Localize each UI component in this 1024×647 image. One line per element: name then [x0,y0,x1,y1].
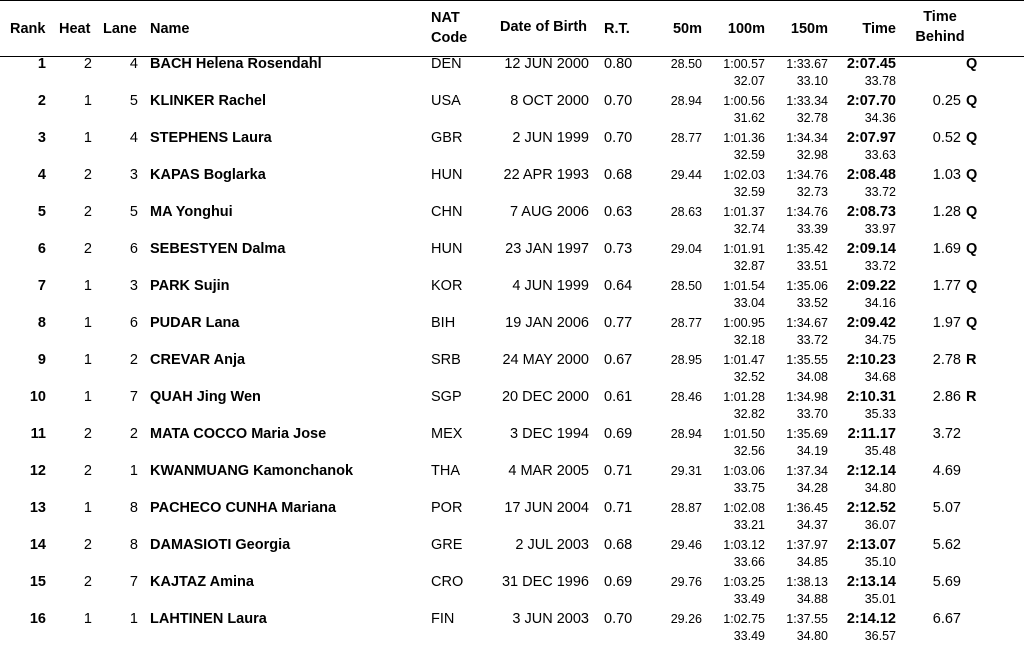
cell-reaction-time: 0.61 [604,389,633,405]
cell-name: KLINKER Rachel [150,93,267,109]
cell-split-150m: 1:34.34 [786,131,828,145]
cell-qualification-mark: Q [966,204,978,220]
cell-final-time: 2:08.48 [846,167,896,183]
cell-time-behind: 5.07 [932,500,961,516]
cell-rank: 2 [37,93,46,109]
cell-lane: 1 [129,463,138,479]
cell-heat: 2 [83,167,92,183]
cell-split-50m: 28.46 [670,390,702,404]
cell-qualification-mark: Q [966,278,978,294]
cell-heat: 1 [83,315,92,331]
cell-lap-150m: 32.73 [796,185,828,199]
cell-time-behind: 5.69 [932,574,961,590]
cell-rank: 7 [37,278,46,294]
cell-split-100m: 1:00.57 [723,57,765,71]
cell-nat-code: CRO [431,574,464,590]
cell-split-150m: 1:35.06 [786,279,828,293]
cell-qualification-mark: Q [966,315,978,331]
cell-lap-200m: 36.07 [864,518,896,532]
cell-reaction-time: 0.73 [604,241,633,257]
cell-reaction-time: 0.69 [604,426,633,442]
cell-lane: 3 [129,278,138,294]
cell-final-time: 2:07.97 [846,130,896,146]
cell-time-behind: 1.97 [932,315,961,331]
cell-lane: 6 [129,241,138,257]
cell-nat-code: BIH [431,315,456,331]
cell-time-behind: 0.25 [932,93,961,109]
cell-time-behind: 4.69 [932,463,961,479]
cell-split-50m: 29.26 [670,612,702,626]
cell-date-of-birth: 2 JUN 1999 [512,130,589,146]
header-rt: R.T. [604,21,630,37]
cell-split-100m: 1:02.75 [723,612,765,626]
cell-date-of-birth: 20 DEC 2000 [501,389,589,405]
cell-final-time: 2:12.14 [846,463,896,479]
cell-nat-code: THA [431,463,460,479]
header-behind-line2: Behind [915,29,965,45]
cell-lap-200m: 35.33 [864,407,896,421]
cell-qualification-mark: Q [966,241,978,257]
cell-name: SEBESTYEN Dalma [150,241,286,257]
cell-split-50m: 29.46 [670,538,702,552]
cell-time-behind: 1.77 [932,278,961,294]
cell-reaction-time: 0.63 [604,204,633,220]
cell-final-time: 2:09.42 [846,315,896,331]
cell-split-50m: 28.50 [670,279,702,293]
cell-lap-200m: 34.75 [864,333,896,347]
header-heat: Heat [59,21,91,37]
cell-heat: 1 [83,93,92,109]
table-row [0,166,1024,203]
cell-lap-150m: 34.28 [796,481,828,495]
cell-name: LAHTINEN Laura [150,611,267,627]
cell-heat: 2 [83,463,92,479]
cell-date-of-birth: 8 OCT 2000 [510,93,589,109]
cell-name: KAJTAZ Amina [150,574,254,590]
table-row [0,351,1024,388]
cell-heat: 1 [83,500,92,516]
cell-final-time: 2:13.07 [846,537,896,553]
cell-lap-100m: 32.07 [733,74,765,88]
cell-lane: 7 [129,574,138,590]
cell-final-time: 2:07.45 [846,56,896,72]
cell-split-150m: 1:37.55 [786,612,828,626]
cell-split-50m: 28.77 [670,131,702,145]
cell-lane: 8 [129,537,138,553]
header-nat-line2: Code [431,30,468,46]
cell-split-150m: 1:37.34 [786,464,828,478]
cell-lap-200m: 34.68 [864,370,896,384]
cell-rank: 14 [29,537,46,553]
cell-qualification-mark: Q [966,56,978,72]
cell-reaction-time: 0.68 [604,167,633,183]
cell-lap-100m: 33.04 [733,296,765,310]
cell-time-behind: 6.67 [932,611,961,627]
cell-final-time: 2:09.22 [846,278,896,294]
cell-lap-200m: 33.97 [864,222,896,236]
cell-split-150m: 1:33.67 [786,57,828,71]
cell-heat: 1 [83,389,92,405]
cell-lap-200m: 33.72 [864,259,896,273]
cell-split-50m: 29.31 [670,464,702,478]
cell-split-100m: 1:03.12 [723,538,765,552]
cell-lane: 4 [129,56,138,72]
cell-rank: 16 [29,611,46,627]
cell-lap-100m: 32.56 [733,444,765,458]
cell-name: PUDAR Lana [150,315,240,331]
header-time: Time [862,21,896,37]
cell-lap-150m: 33.39 [796,222,828,236]
cell-heat: 2 [83,426,92,442]
cell-rank: 12 [29,463,46,479]
cell-lane: 6 [129,315,138,331]
cell-lap-150m: 34.19 [796,444,828,458]
cell-lap-150m: 34.88 [796,592,828,606]
cell-lap-100m: 33.66 [733,555,765,569]
cell-heat: 2 [83,56,92,72]
cell-lap-100m: 32.87 [733,259,765,273]
header-100m: 100m [727,21,765,37]
cell-lap-200m: 34.16 [864,296,896,310]
cell-reaction-time: 0.77 [604,315,633,331]
cell-lane: 5 [129,204,138,220]
cell-time-behind: 2.86 [932,389,961,405]
cell-rank: 1 [37,56,46,72]
cell-heat: 2 [83,574,92,590]
cell-name: CREVAR Anja [150,352,246,368]
cell-qualification-mark: R [966,389,977,405]
cell-nat-code: CHN [431,204,463,220]
table-row [0,536,1024,573]
header-behind-line1: Time [923,9,957,25]
cell-split-100m: 1:03.06 [723,464,765,478]
cell-date-of-birth: 7 AUG 2006 [510,204,589,220]
cell-final-time: 2:10.31 [846,389,896,405]
cell-lap-100m: 32.59 [733,185,765,199]
cell-date-of-birth: 23 JAN 1997 [505,241,589,257]
cell-lap-200m: 33.72 [864,185,896,199]
header-dob: Date of Birth [500,19,587,35]
table-row [0,573,1024,610]
cell-heat: 1 [83,611,92,627]
cell-lap-100m: 32.18 [733,333,765,347]
cell-split-50m: 28.50 [670,57,702,71]
cell-final-time: 2:14.12 [846,611,896,627]
table-row [0,462,1024,499]
cell-lap-150m: 33.70 [796,407,828,421]
cell-lap-150m: 32.78 [796,111,828,125]
cell-heat: 1 [83,130,92,146]
cell-reaction-time: 0.70 [604,130,633,146]
cell-lane: 2 [129,426,138,442]
cell-date-of-birth: 3 JUN 2003 [512,611,589,627]
cell-split-50m: 28.95 [670,353,702,367]
cell-name: KAPAS Boglarka [150,167,266,183]
cell-lap-200m: 35.48 [864,444,896,458]
cell-lap-100m: 33.21 [733,518,765,532]
cell-rank: 4 [37,167,46,183]
cell-split-100m: 1:01.28 [723,390,765,404]
cell-nat-code: GBR [431,130,463,146]
cell-name: BACH Helena Rosendahl [150,56,322,72]
cell-split-50m: 29.76 [670,575,702,589]
cell-split-100m: 1:00.95 [723,316,765,330]
cell-final-time: 2:11.17 [847,426,896,442]
table-row [0,55,1024,92]
cell-heat: 1 [83,278,92,294]
cell-lap-200m: 33.63 [864,148,896,162]
cell-reaction-time: 0.68 [604,537,633,553]
cell-nat-code: FIN [431,611,455,627]
cell-lap-100m: 33.49 [733,629,765,643]
cell-final-time: 2:09.14 [846,241,896,257]
cell-lap-100m: 32.52 [733,370,765,384]
cell-split-100m: 1:01.47 [723,353,765,367]
cell-split-150m: 1:34.76 [786,168,828,182]
cell-split-150m: 1:36.45 [786,501,828,515]
table-row [0,499,1024,536]
cell-nat-code: DEN [431,56,462,72]
cell-name: DAMASIOTI Georgia [150,537,291,553]
cell-reaction-time: 0.71 [604,500,633,516]
cell-lane: 3 [129,167,138,183]
cell-lap-150m: 33.52 [796,296,828,310]
cell-rank: 6 [37,241,46,257]
cell-lap-200m: 35.10 [864,555,896,569]
cell-final-time: 2:08.73 [846,204,896,220]
table-row [0,277,1024,314]
cell-nat-code: SGP [431,389,462,405]
cell-nat-code: HUN [431,167,463,183]
cell-rank: 9 [37,352,46,368]
cell-name: PARK Sujin [150,278,230,294]
cell-split-50m: 28.87 [670,501,702,515]
cell-heat: 2 [83,204,92,220]
cell-split-100m: 1:03.25 [723,575,765,589]
cell-split-150m: 1:34.98 [786,390,828,404]
cell-lap-150m: 33.72 [796,333,828,347]
cell-qualification-mark: Q [966,167,978,183]
cell-lap-150m: 33.10 [796,74,828,88]
cell-date-of-birth: 12 JUN 2000 [504,56,589,72]
cell-lap-100m: 32.59 [733,148,765,162]
cell-final-time: 2:12.52 [846,500,896,516]
header-nat-line1: NAT [431,10,460,26]
cell-lap-200m: 35.01 [864,592,896,606]
cell-nat-code: GRE [431,537,463,553]
cell-split-100m: 1:02.03 [723,168,765,182]
cell-date-of-birth: 2 JUL 2003 [515,537,589,553]
cell-split-50m: 28.77 [670,316,702,330]
cell-reaction-time: 0.80 [604,56,633,72]
cell-date-of-birth: 4 JUN 1999 [512,278,589,294]
cell-date-of-birth: 3 DEC 1994 [510,426,589,442]
cell-split-100m: 1:01.91 [723,242,765,256]
cell-lane: 2 [129,352,138,368]
cell-split-150m: 1:38.13 [786,575,828,589]
cell-lap-200m: 34.36 [864,111,896,125]
cell-rank: 10 [29,389,46,405]
table-row [0,314,1024,351]
cell-lap-150m: 33.51 [796,259,828,273]
cell-lane: 4 [129,130,138,146]
cell-lap-200m: 33.78 [864,74,896,88]
cell-split-100m: 1:01.36 [723,131,765,145]
cell-lap-100m: 31.62 [733,111,765,125]
table-row [0,240,1024,277]
cell-name: PACHECO CUNHA Mariana [150,500,337,516]
cell-date-of-birth: 22 APR 1993 [503,167,589,183]
header-rank: Rank [10,21,46,37]
cell-split-100m: 1:01.37 [723,205,765,219]
cell-nat-code: POR [431,500,463,516]
cell-qualification-mark: R [966,352,977,368]
cell-reaction-time: 0.70 [604,611,633,627]
cell-time-behind: 1.28 [932,204,961,220]
cell-reaction-time: 0.67 [604,352,633,368]
cell-name: STEPHENS Laura [150,130,272,146]
table-row [0,425,1024,462]
cell-qualification-mark: Q [966,93,978,109]
cell-split-100m: 1:00.56 [723,94,765,108]
cell-heat: 2 [83,537,92,553]
cell-lap-200m: 36.57 [864,629,896,643]
cell-split-150m: 1:35.69 [786,427,828,441]
cell-time-behind: 2.78 [932,352,961,368]
cell-time-behind: 5.62 [932,537,961,553]
cell-split-150m: 1:35.55 [786,353,828,367]
cell-lap-150m: 34.08 [796,370,828,384]
cell-nat-code: HUN [431,241,463,257]
cell-split-150m: 1:33.34 [786,94,828,108]
cell-split-150m: 1:34.67 [786,316,828,330]
cell-split-50m: 29.04 [670,242,702,256]
cell-time-behind: 1.03 [932,167,961,183]
cell-date-of-birth: 4 MAR 2005 [508,463,589,479]
header-50m: 50m [672,21,702,37]
cell-nat-code: USA [431,93,461,109]
cell-rank: 13 [29,500,46,516]
cell-lane: 1 [129,611,138,627]
cell-final-time: 2:10.23 [846,352,896,368]
cell-qualification-mark: Q [966,130,978,146]
table-row [0,92,1024,129]
cell-split-50m: 28.94 [670,94,702,108]
cell-lane: 5 [129,93,138,109]
cell-split-150m: 1:35.42 [786,242,828,256]
cell-reaction-time: 0.70 [604,93,633,109]
header-name: Name [150,21,190,37]
cell-lap-100m: 33.75 [733,481,765,495]
cell-reaction-time: 0.71 [604,463,633,479]
cell-date-of-birth: 19 JAN 2006 [505,315,589,331]
cell-final-time: 2:07.70 [846,93,896,109]
cell-date-of-birth: 24 MAY 2000 [502,352,589,368]
cell-name: MATA COCCO Maria Jose [150,426,327,442]
table-row [0,388,1024,425]
cell-lap-150m: 34.85 [796,555,828,569]
table-row [0,203,1024,240]
cell-lap-100m: 32.82 [733,407,765,421]
cell-lane: 8 [129,500,138,516]
cell-split-100m: 1:01.54 [723,279,765,293]
cell-rank: 3 [37,130,46,146]
cell-split-100m: 1:02.08 [723,501,765,515]
cell-reaction-time: 0.64 [604,278,633,294]
cell-split-50m: 28.63 [670,205,702,219]
table-row [0,129,1024,166]
cell-date-of-birth: 17 JUN 2004 [504,500,589,516]
table-row [0,610,1024,647]
cell-lap-150m: 32.98 [796,148,828,162]
cell-heat: 2 [83,241,92,257]
cell-rank: 11 [30,426,46,442]
cell-lap-150m: 34.80 [796,629,828,643]
cell-name: QUAH Jing Wen [150,389,261,405]
cell-split-50m: 28.94 [670,427,702,441]
cell-rank: 5 [37,204,46,220]
cell-lap-100m: 32.74 [733,222,765,236]
cell-name: KWANMUANG Kamonchanok [150,463,354,479]
cell-time-behind: 1.69 [932,241,961,257]
cell-split-150m: 1:37.97 [786,538,828,552]
cell-rank: 8 [37,315,46,331]
cell-final-time: 2:13.14 [846,574,896,590]
cell-nat-code: MEX [431,426,463,442]
cell-time-behind: 3.72 [932,426,961,442]
cell-rank: 15 [29,574,46,590]
results-table-header [0,0,1024,57]
cell-lap-100m: 33.49 [733,592,765,606]
cell-lap-150m: 34.37 [796,518,828,532]
cell-nat-code: KOR [431,278,463,294]
header-150m: 150m [790,21,828,37]
cell-lap-200m: 34.80 [864,481,896,495]
cell-split-150m: 1:34.76 [786,205,828,219]
cell-name: MA Yonghui [150,204,233,220]
cell-lane: 7 [129,389,138,405]
cell-time-behind: 0.52 [932,130,961,146]
cell-heat: 1 [83,352,92,368]
cell-date-of-birth: 31 DEC 1996 [501,574,589,590]
cell-split-100m: 1:01.50 [723,427,765,441]
cell-reaction-time: 0.69 [604,574,633,590]
cell-nat-code: SRB [431,352,461,368]
header-lane: Lane [103,21,137,37]
cell-split-50m: 29.44 [670,168,702,182]
